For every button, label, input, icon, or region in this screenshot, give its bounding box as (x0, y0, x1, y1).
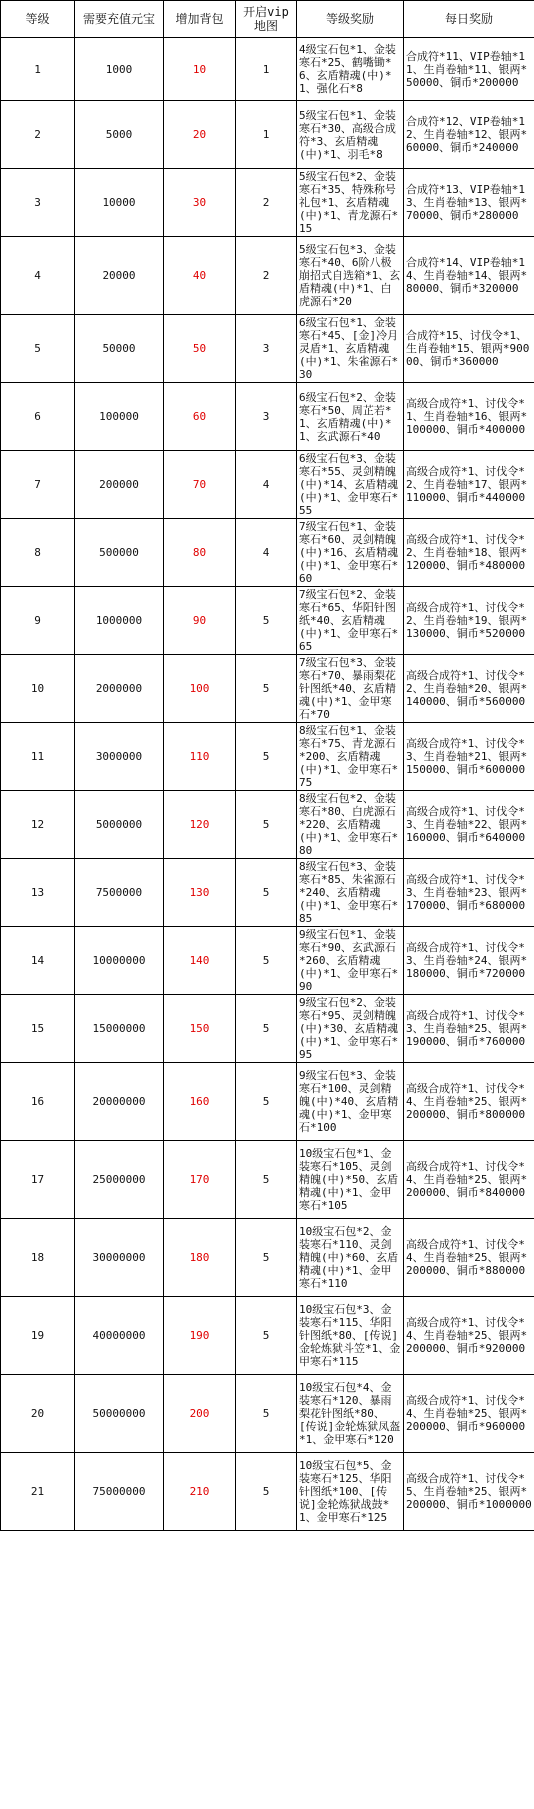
ingots-cell: 3000000 (75, 723, 164, 791)
daily-reward-cell: 合成符*15、讨伐令*1、生肖卷轴*15、银两*90000、铜币*360000 (404, 315, 534, 383)
bag-cell: 110 (164, 723, 236, 791)
vip-map-cell: 5 (236, 1297, 297, 1375)
daily-reward-cell: 高级合成符*1、讨伐令*4、生肖卷轴*25、银两*200000、铜币*960000 (404, 1375, 534, 1453)
ingots-cell: 7500000 (75, 859, 164, 927)
daily-reward-cell: 高级合成符*1、讨伐令*3、生肖卷轴*22、银两*160000、铜币*640000 (404, 791, 534, 859)
level-cell: 3 (1, 169, 75, 237)
level-cell: 7 (1, 451, 75, 519)
ingots-cell: 100000 (75, 383, 164, 451)
level-cell: 14 (1, 927, 75, 995)
bag-cell: 140 (164, 927, 236, 995)
ingots-cell: 2000000 (75, 655, 164, 723)
ingots-cell: 15000000 (75, 995, 164, 1063)
daily-reward-cell: 高级合成符*1、讨伐令*1、生肖卷轴*16、银两*100000、铜币*400000 (404, 383, 534, 451)
level-cell: 18 (1, 1219, 75, 1297)
level-cell: 17 (1, 1141, 75, 1219)
ingots-cell: 10000 (75, 169, 164, 237)
table-row (1, 451, 534, 519)
header-daily-reward: 每日奖励 (404, 1, 534, 38)
table-row (1, 1297, 534, 1375)
daily-reward-cell: 高级合成符*1、讨伐令*2、生肖卷轴*18、银两*120000、铜币*480000 (404, 519, 534, 587)
level-cell: 1 (1, 38, 75, 101)
daily-reward-cell: 高级合成符*1、讨伐令*2、生肖卷轴*19、银两*130000、铜币*520000 (404, 587, 534, 655)
level-cell: 10 (1, 655, 75, 723)
level-reward-cell: 10级宝石包*2、金装寒石*110、灵剑精魄(中)*60、玄盾精魂(中)*1、金甲寒石*110 (297, 1219, 404, 1297)
daily-reward-cell: 高级合成符*1、讨伐令*4、生肖卷轴*25、银两*200000、铜币*920000 (404, 1297, 534, 1375)
level-reward-cell: 7级宝石包*1、金装寒石*60、灵剑精魄(中)*16、玄盾精魂(中)*1、金甲寒石*60 (297, 519, 404, 587)
bag-cell: 180 (164, 1219, 236, 1297)
level-reward-cell: 10级宝石包*4、金装寒石*120、暴雨梨花针图纸*80、[传说]金轮炼狱凤盔*1、金甲寒石*120 (297, 1375, 404, 1453)
table-row (1, 723, 534, 791)
vip-map-cell: 1 (236, 101, 297, 169)
table-row (1, 1453, 534, 1531)
level-cell: 8 (1, 519, 75, 587)
vip-map-cell: 5 (236, 723, 297, 791)
level-reward-cell: 6级宝石包*1、金装寒石*45、[金]冷月灵盾*1、玄盾精魂(中)*1、朱雀源石*30 (297, 315, 404, 383)
daily-reward-cell: 合成符*14、VIP卷轴*14、生肖卷轴*14、银两*80000、铜币*320000 (404, 237, 534, 315)
table-row (1, 1063, 534, 1141)
level-reward-cell: 10级宝石包*5、金装寒石*125、华阳针图纸*100、[传说]金轮炼狱战鼓*1、金甲寒石*125 (297, 1453, 404, 1531)
level-reward-cell: 8级宝石包*1、金装寒石*75、青龙源石*200、玄盾精魂(中)*1、金甲寒石*75 (297, 723, 404, 791)
level-reward-cell: 5级宝石包*3、金装寒石*40、6阶八极崩招式自选箱*1、玄盾精魂(中)*1、白虎源石*20 (297, 237, 404, 315)
bag-cell: 160 (164, 1063, 236, 1141)
bag-cell: 10 (164, 38, 236, 101)
level-cell: 19 (1, 1297, 75, 1375)
bag-cell: 70 (164, 451, 236, 519)
level-reward-cell: 9级宝石包*2、金装寒石*95、灵剑精魄(中)*30、玄盾精魂(中)*1、金甲寒石*95 (297, 995, 404, 1063)
daily-reward-cell: 合成符*11、VIP卷轴*11、生肖卷轴*11、银两*50000、铜币*200000 (404, 38, 534, 101)
table-row (1, 1375, 534, 1453)
ingots-cell: 20000000 (75, 1063, 164, 1141)
daily-reward-cell: 高级合成符*1、讨伐令*5、生肖卷轴*25、银两*200000、铜币*1000000 (404, 1453, 534, 1531)
level-cell: 16 (1, 1063, 75, 1141)
ingots-cell: 50000000 (75, 1375, 164, 1453)
daily-reward-cell: 合成符*13、VIP卷轴*13、生肖卷轴*13、银两*70000、铜币*280000 (404, 169, 534, 237)
level-reward-cell: 9级宝石包*3、金装寒石*100、灵剑精魄(中)*40、玄盾精魂(中)*1、金甲寒石*100 (297, 1063, 404, 1141)
vip-map-cell: 5 (236, 1375, 297, 1453)
daily-reward-cell: 高级合成符*1、讨伐令*4、生肖卷轴*25、银两*200000、铜币*800000 (404, 1063, 534, 1141)
ingots-cell: 500000 (75, 519, 164, 587)
vip-map-cell: 5 (236, 791, 297, 859)
level-reward-cell: 10级宝石包*1、金装寒石*105、灵剑精魄(中)*50、玄盾精魂(中)*1、金甲寒石*105 (297, 1141, 404, 1219)
daily-reward-cell: 高级合成符*1、讨伐令*2、生肖卷轴*20、银两*140000、铜币*560000 (404, 655, 534, 723)
level-cell: 13 (1, 859, 75, 927)
table-row (1, 237, 534, 315)
vip-map-cell: 2 (236, 169, 297, 237)
header-ingots: 需要充值元宝 (75, 1, 164, 38)
level-cell: 21 (1, 1453, 75, 1531)
level-cell: 2 (1, 101, 75, 169)
table-row (1, 995, 534, 1063)
daily-reward-cell: 高级合成符*1、讨伐令*3、生肖卷轴*21、银两*150000、铜币*600000 (404, 723, 534, 791)
level-cell: 6 (1, 383, 75, 451)
level-reward-cell: 4级宝石包*1、金装寒石*25、鹤嘴锄*6、玄盾精魂(中)*1、强化石*8 (297, 38, 404, 101)
header-level-reward: 等级奖励 (297, 1, 404, 38)
level-reward-cell: 5级宝石包*1、金装寒石*30、高级合成符*3、玄盾精魂(中)*1、羽毛*8 (297, 101, 404, 169)
level-cell: 11 (1, 723, 75, 791)
level-reward-cell: 6级宝石包*2、金装寒石*50、周芷若*1、玄盾精魂(中)*1、玄武源石*40 (297, 383, 404, 451)
vip-map-cell: 5 (236, 1219, 297, 1297)
ingots-cell: 5000000 (75, 791, 164, 859)
level-cell: 4 (1, 237, 75, 315)
ingots-cell: 50000 (75, 315, 164, 383)
header-level: 等级 (1, 1, 75, 38)
bag-cell: 170 (164, 1141, 236, 1219)
level-cell: 5 (1, 315, 75, 383)
level-reward-cell: 7级宝石包*3、金装寒石*70、暴雨梨花针图纸*40、玄盾精魂(中)*1、金甲寒石*70 (297, 655, 404, 723)
table-row (1, 587, 534, 655)
ingots-cell: 20000 (75, 237, 164, 315)
daily-reward-cell: 高级合成符*1、讨伐令*3、生肖卷轴*23、银两*170000、铜币*680000 (404, 859, 534, 927)
level-reward-cell: 8级宝石包*2、金装寒石*80、白虎源石*220、玄盾精魂(中)*1、金甲寒石*80 (297, 791, 404, 859)
ingots-cell: 1000 (75, 38, 164, 101)
table-row (1, 519, 534, 587)
level-reward-cell: 7级宝石包*2、金装寒石*65、华阳针图纸*40、玄盾精魂(中)*1、金甲寒石*65 (297, 587, 404, 655)
bag-cell: 120 (164, 791, 236, 859)
bag-cell: 50 (164, 315, 236, 383)
ingots-cell: 1000000 (75, 587, 164, 655)
bag-cell: 60 (164, 383, 236, 451)
level-reward-cell: 6级宝石包*3、金装寒石*55、灵剑精魄(中)*14、玄盾精魂(中)*1、金甲寒石*55 (297, 451, 404, 519)
bag-cell: 80 (164, 519, 236, 587)
vip-map-cell: 5 (236, 859, 297, 927)
daily-reward-cell: 高级合成符*1、讨伐令*3、生肖卷轴*24、银两*180000、铜币*720000 (404, 927, 534, 995)
vip-map-cell: 2 (236, 237, 297, 315)
vip-map-cell: 4 (236, 451, 297, 519)
level-reward-cell: 9级宝石包*1、金装寒石*90、玄武源石*260、玄盾精魂(中)*1、金甲寒石*90 (297, 927, 404, 995)
vip-map-cell: 5 (236, 1141, 297, 1219)
ingots-cell: 5000 (75, 101, 164, 169)
vip-map-cell: 4 (236, 519, 297, 587)
ingots-cell: 75000000 (75, 1453, 164, 1531)
level-reward-cell: 10级宝石包*3、金装寒石*115、华阳针图纸*80、[传说]金轮炼狱斗笠*1、金甲寒石*115 (297, 1297, 404, 1375)
ingots-cell: 30000000 (75, 1219, 164, 1297)
level-reward-cell: 8级宝石包*3、金装寒石*85、朱雀源石*240、玄盾精魂(中)*1、金甲寒石*85 (297, 859, 404, 927)
vip-map-cell: 5 (236, 655, 297, 723)
level-reward-cell: 5级宝石包*2、金装寒石*35、特殊称号礼包*1、玄盾精魂(中)*1、青龙源石*15 (297, 169, 404, 237)
vip-map-cell: 5 (236, 587, 297, 655)
vip-map-cell: 3 (236, 315, 297, 383)
ingots-cell: 10000000 (75, 927, 164, 995)
level-cell: 15 (1, 995, 75, 1063)
level-cell: 12 (1, 791, 75, 859)
daily-reward-cell: 高级合成符*1、讨伐令*2、生肖卷轴*17、银两*110000、铜币*440000 (404, 451, 534, 519)
vip-map-cell: 3 (236, 383, 297, 451)
table-row (1, 169, 534, 237)
bag-cell: 90 (164, 587, 236, 655)
daily-reward-cell: 高级合成符*1、讨伐令*4、生肖卷轴*25、银两*200000、铜币*880000 (404, 1219, 534, 1297)
bag-cell: 190 (164, 1297, 236, 1375)
header-row (1, 1, 534, 38)
bag-cell: 100 (164, 655, 236, 723)
vip-map-cell: 5 (236, 927, 297, 995)
bag-cell: 150 (164, 995, 236, 1063)
table-row (1, 38, 534, 101)
bag-cell: 30 (164, 169, 236, 237)
table-row (1, 927, 534, 995)
bag-cell: 200 (164, 1375, 236, 1453)
table-row (1, 859, 534, 927)
vip-map-cell: 1 (236, 38, 297, 101)
table-row (1, 655, 534, 723)
daily-reward-cell: 高级合成符*1、讨伐令*3、生肖卷轴*25、银两*190000、铜币*760000 (404, 995, 534, 1063)
table-row (1, 791, 534, 859)
table-row (1, 383, 534, 451)
daily-reward-cell: 合成符*12、VIP卷轴*12、生肖卷轴*12、银两*60000、铜币*240000 (404, 101, 534, 169)
ingots-cell: 200000 (75, 451, 164, 519)
daily-reward-cell: 高级合成符*1、讨伐令*4、生肖卷轴*25、银两*200000、铜币*840000 (404, 1141, 534, 1219)
ingots-cell: 40000000 (75, 1297, 164, 1375)
table-row (1, 101, 534, 169)
vip-map-cell: 5 (236, 1453, 297, 1531)
level-cell: 20 (1, 1375, 75, 1453)
table-row (1, 1219, 534, 1297)
table-row (1, 1141, 534, 1219)
ingots-cell: 25000000 (75, 1141, 164, 1219)
bag-cell: 130 (164, 859, 236, 927)
bag-cell: 210 (164, 1453, 236, 1531)
bag-cell: 40 (164, 237, 236, 315)
vip-map-cell: 5 (236, 995, 297, 1063)
header-vip-map: 开启vip地图 (236, 1, 297, 38)
header-bag: 增加背包 (164, 1, 236, 38)
table-row (1, 315, 534, 383)
vip-map-cell: 5 (236, 1063, 297, 1141)
bag-cell: 20 (164, 101, 236, 169)
level-cell: 9 (1, 587, 75, 655)
